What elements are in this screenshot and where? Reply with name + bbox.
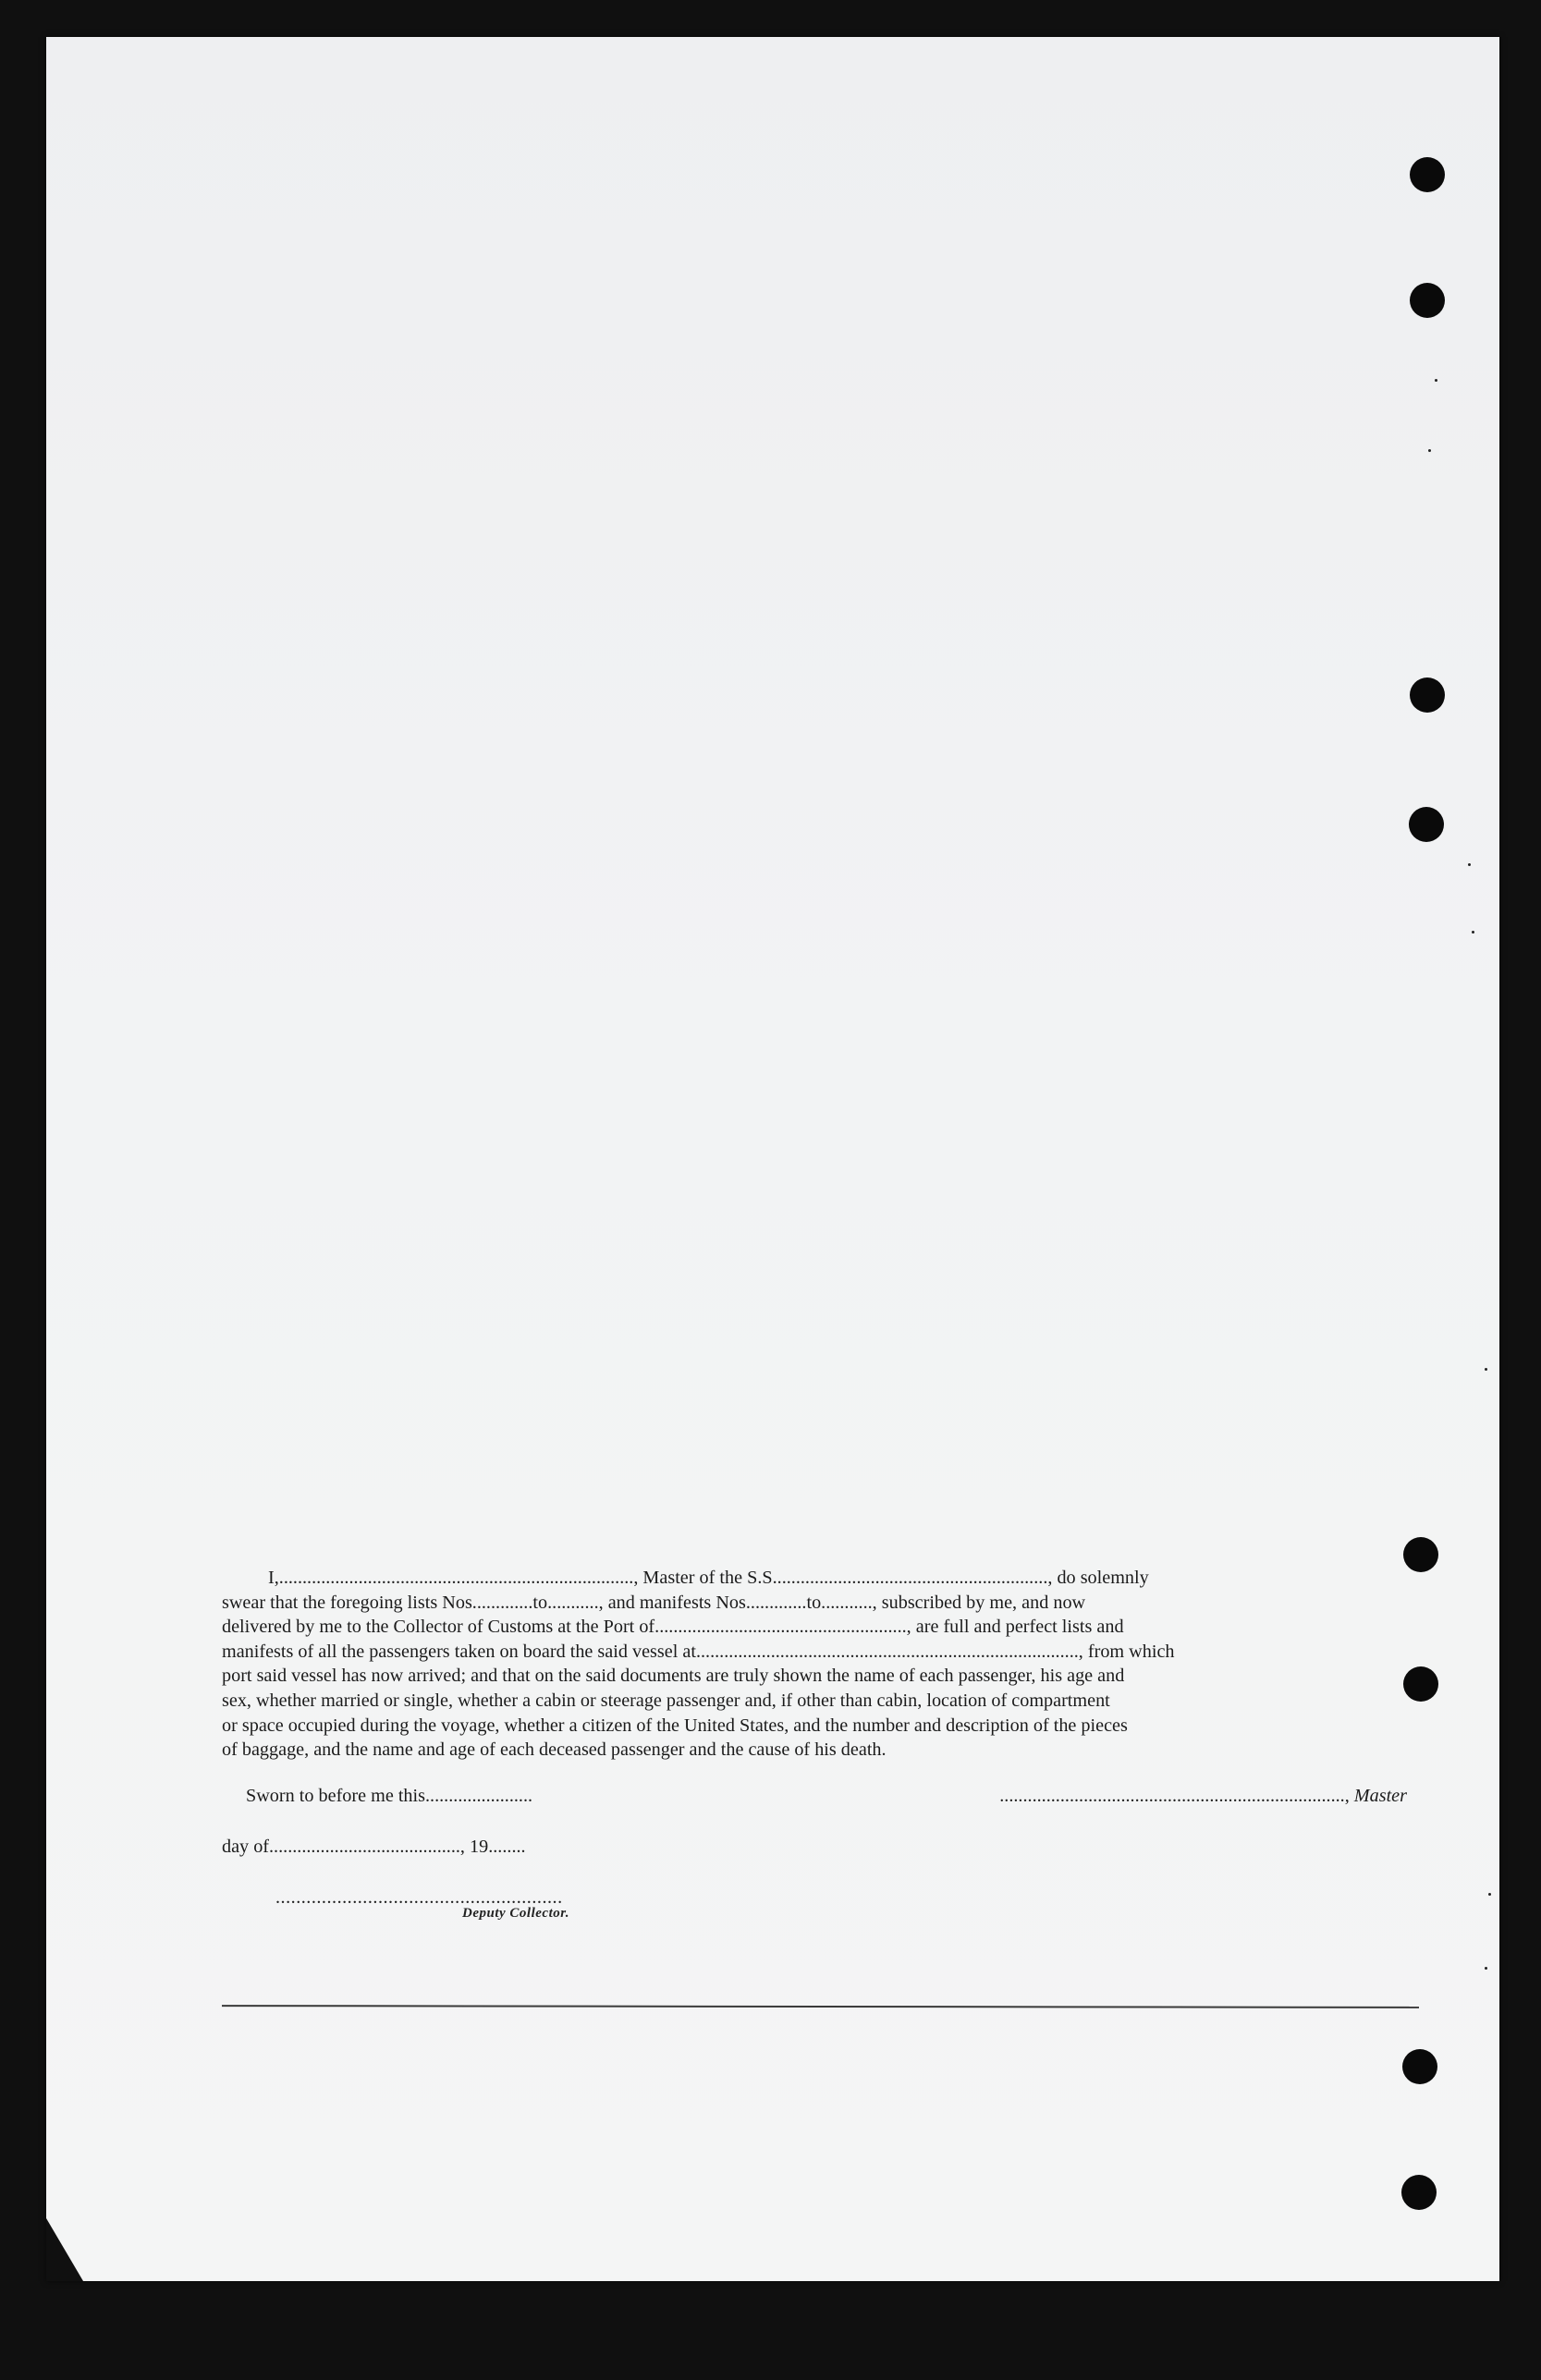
oath-line: or space occupied during the voyage, whether a citizen of the United States, and the number and description of the pieces	[222, 1715, 1128, 1736]
punch-hole-8	[1401, 2175, 1437, 2210]
oath-line: I,............................................................................, Master of the S.S..........................................................., do solemnly	[268, 1568, 1149, 1588]
speck	[1488, 1893, 1491, 1896]
speck	[1428, 449, 1431, 452]
folded-corner	[46, 2218, 83, 2281]
punch-hole-2	[1410, 283, 1445, 318]
day-of-field: day of........................................., 19........	[222, 1837, 526, 1857]
master-label: Master	[1353, 1786, 1407, 1806]
speck	[1485, 1967, 1487, 1970]
punch-hole-7	[1402, 2049, 1437, 2084]
deputy-signature-dots: ........................................................	[275, 1887, 563, 1908]
speck	[1468, 863, 1471, 866]
master-signature-dots: ..........................................................................,	[999, 1786, 1350, 1806]
punch-hole-4	[1409, 807, 1444, 842]
speck	[1485, 1368, 1487, 1371]
oath-line: swear that the foregoing lists Nos.............to..........., and manifests Nos.............to..........., subscribed by me, and now	[222, 1592, 1086, 1613]
oath-line: sex, whether married or single, whether a cabin or steerage passenger and, if other than cabin, location of compartment	[222, 1690, 1110, 1711]
sworn-before-field: Sworn to before me this.......................	[246, 1786, 533, 1806]
master-signature-field	[999, 1786, 1407, 1807]
oath-paragraph	[222, 1566, 1407, 1763]
punch-hole-6	[1403, 1666, 1438, 1702]
punch-hole-5	[1403, 1537, 1438, 1572]
punch-hole-1	[1410, 157, 1445, 192]
speck	[1435, 379, 1437, 382]
oath-line: port said vessel has now arrived; and that on the said documents are truly shown the name of each passenger, his age and	[222, 1666, 1125, 1687]
deputy-collector-label: Deputy Collector.	[462, 1906, 569, 1921]
speck	[1472, 931, 1474, 934]
punch-hole-3	[1410, 677, 1445, 713]
oath-line: of baggage, and the name and age of each deceased passenger and the cause of his death.	[222, 1739, 887, 1761]
oath-line: manifests of all the passengers taken on board the said vessel at.................................................................................., from which	[222, 1641, 1175, 1662]
oath-line: delivered by me to the Collector of Customs at the Port of......................................................, are full and perfect lists and	[222, 1617, 1124, 1638]
paper-sheet	[46, 37, 1499, 2281]
